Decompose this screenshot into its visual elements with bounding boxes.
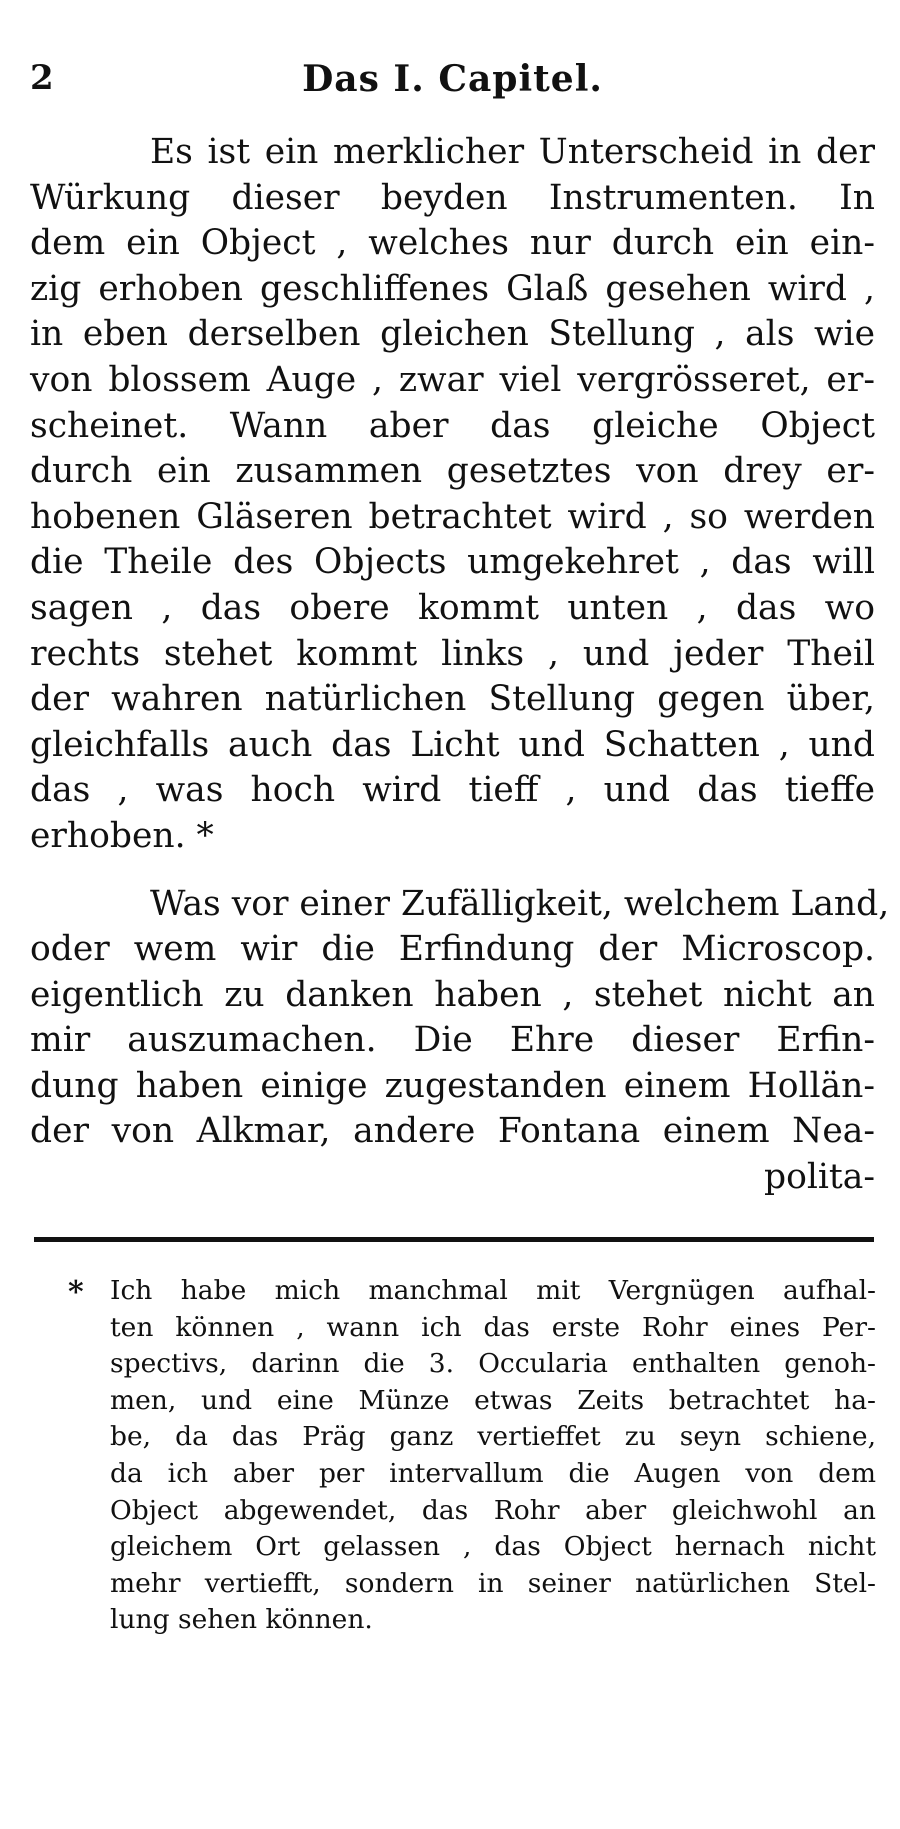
text-line: sagen , das obere kommt unten , das wo <box>30 587 875 628</box>
footnote-line: da ich aber per intervallum die Augen von dem <box>110 1457 876 1489</box>
footnote-line: Ich habe mich manchmal mit Vergnügen aufhal- <box>110 1275 876 1306</box>
text-line: erhoben. * <box>30 815 214 856</box>
text-line: dem ein Object , welches nur durch ein ein- <box>30 223 875 264</box>
text-line: Es ist ein merklicher Unterscheid in der <box>150 132 875 172</box>
footnote-line: be, da das Präg ganz vertieffet zu seyn schiene, <box>110 1421 876 1453</box>
text-line: hobenen Gläseren betrachtet wird , so werden <box>30 496 875 537</box>
text-line: eigentlich zu danken haben , stehet nicht an <box>30 974 875 1015</box>
running-title: Das I. Capitel. <box>302 58 603 100</box>
footnote-line: mehr vertiefft, sondern in seiner natürlichen Stel- <box>110 1567 876 1599</box>
catchword: polita- <box>763 1157 875 1198</box>
text-line: oder wem wir die Erfindung der Microscop. <box>30 929 875 970</box>
text-line: dung haben einige zugestanden einem Hollän- <box>30 1065 875 1106</box>
footnote-line: spectivs, darinn die 3. Occularia enthalten genoh- <box>110 1348 876 1380</box>
text-line: zig erhoben geschliffenes Glaß gesehen wird , <box>30 268 875 309</box>
text-line: das , was hoch wird tieff , und das tieffe <box>30 770 875 811</box>
footnote-line: gleichem Ort gelassen , das Object hernach nicht <box>110 1531 876 1563</box>
footnote-line: lung sehen können. <box>110 1604 373 1636</box>
text-line: rechts stehet kommt links , und jeder Theil <box>30 633 875 674</box>
paragraph-1 <box>30 130 875 860</box>
text-line: Was vor einer Zufälligkeit, welchem Land, <box>150 883 890 924</box>
paragraph-2 <box>30 882 890 1201</box>
footnote-mark: * <box>68 1275 84 1310</box>
text-line: durch ein zusammen gesetztes von drey er- <box>30 451 875 492</box>
footnote-text <box>110 1273 876 1639</box>
text-line: von blossem Auge , zwar viel vergrösseret, er- <box>30 359 875 400</box>
text-line: Würkung dieser beyden Instrumenten. In <box>30 177 875 218</box>
text-line: der von Alkmar, andere Fontana einem Nea- <box>30 1111 875 1152</box>
text-line: gleichfalls auch das Licht und Schatten , und <box>30 724 875 765</box>
footnote <box>68 1273 876 1639</box>
text-line: in eben derselben gleichen Stellung , als wie <box>30 314 875 355</box>
page-header <box>30 58 875 108</box>
footnote-line: men, und eine Münze etwas Zeits betrachtet ha- <box>110 1384 876 1416</box>
text-line: der wahren natürlichen Stellung gegen über, <box>30 679 875 720</box>
text-line: die Theile des Objects umgekehret , das will <box>30 542 875 583</box>
text-line: mir auszumachen. Die Ehre dieser Erfin- <box>30 1020 875 1061</box>
footnote-line: ten können , wann ich das erste Rohr eines Per- <box>110 1311 876 1343</box>
text-line: scheinet. Wann aber das gleiche Object <box>30 405 875 446</box>
page-number: 2 <box>30 58 54 98</box>
footnote-rule <box>34 1237 874 1242</box>
footnote-line: Object abgewendet, das Rohr aber gleichwohl an <box>110 1494 876 1526</box>
main-text <box>30 130 890 1201</box>
